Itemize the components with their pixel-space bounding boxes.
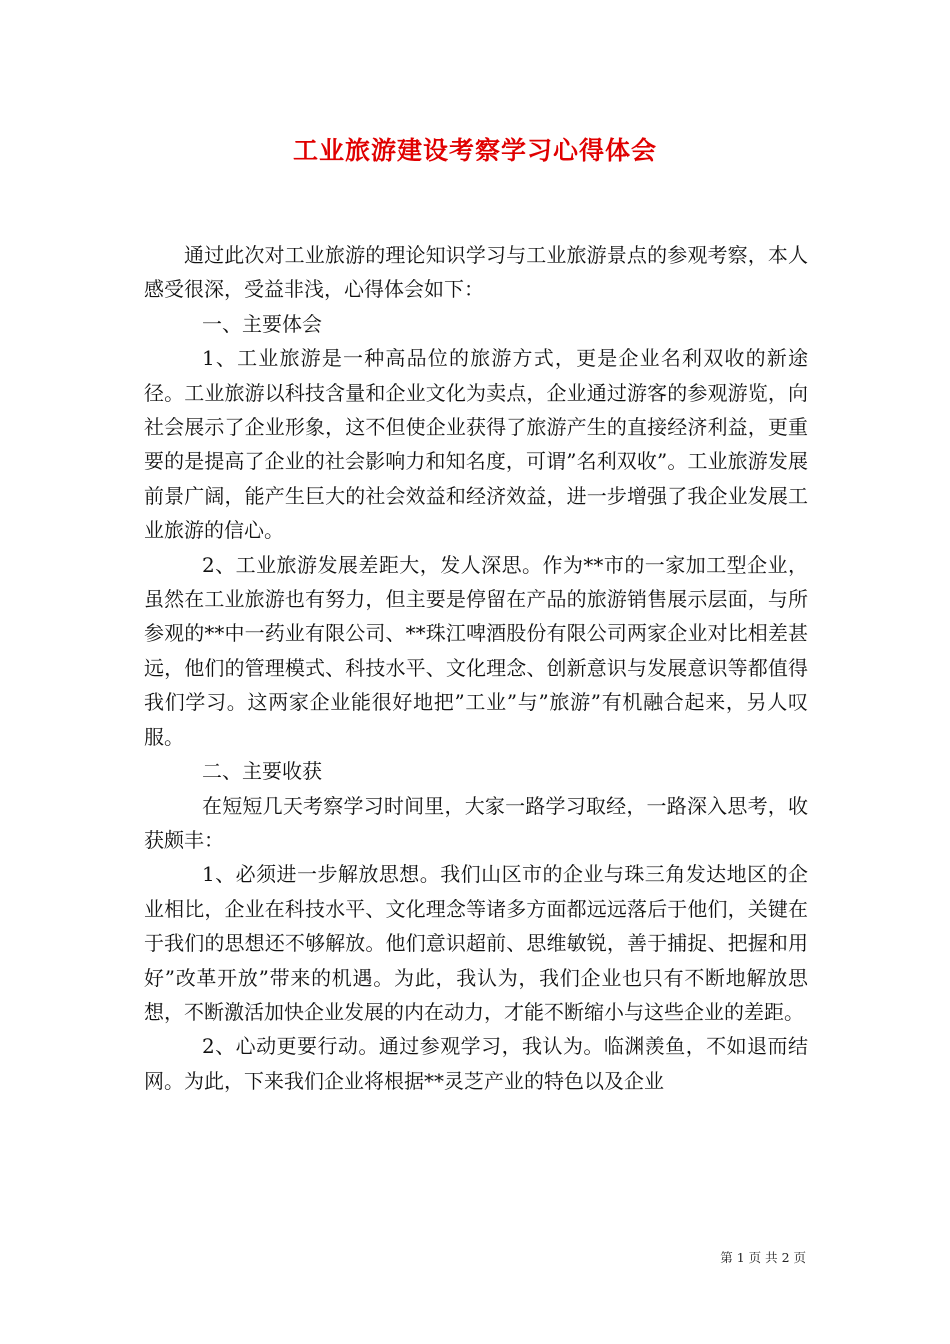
paragraph-1-2: 2、工业旅游发展差距大，发人深思。作为**市的一家加工型企业，虽然在工业旅游也有努力，但主要是停留在产品的旅游销售展示层面，与所参观的**中一药业有限公司、**珠江啤酒股份有限公司两家企业对比相差甚远，他们的管理模式、科技水平、文化理念、创新意识与发展意识等都值得我们学习。这两家企业能很好地把”工业”与”旅游”有机融合起来，另人叹服。 bbox=[144, 552, 808, 749]
paragraph-2-1: 1、必须进一步解放思想。我们山区市的企业与珠三角发达地区的企业相比，企业在科技水平、文化理念等诸多方面都远远落后于他们，关键在于我们的思想还不够解放。他们意识超前、思维敏锐，善于捕捉、把握和用好”改革开放”带来的机遇。为此，我认为，我们企业也只有不断地解放思想，不断激活加快企业发展的内在动力，才能不断缩小与这些企业的差距。 bbox=[144, 862, 808, 1024]
section-heading-2: 二、主要收获 bbox=[202, 759, 322, 784]
section-heading-1: 一、主要体会 bbox=[202, 311, 322, 336]
document-body bbox=[144, 238, 808, 1098]
paragraph-2-2: 2、心动更要行动。通过参观学习，我认为。临渊羡鱼，不如退而结网。为此，下来我们企业将根据**灵芝产业的特色以及企业 bbox=[144, 1034, 808, 1093]
intro-paragraph: 通过此次对工业旅游的理论知识学习与工业旅游景点的参观考察，本人感受很深，受益非浅，心得体会如下： bbox=[144, 243, 808, 302]
document-title: 工业旅游建设考察学习心得体会 bbox=[292, 136, 657, 165]
paragraph-2-intro: 在短短几天考察学习时间里，大家一路学习取经，一路深入思考，收获颇丰： bbox=[144, 793, 808, 852]
paragraph-1-1: 1、工业旅游是一种高品位的旅游方式，更是企业名利双收的新途径。工业旅游以科技含量和企业文化为卖点，企业通过游客的参观游览，向社会展示了企业形象，这不但使企业获得了旅游产生的直接经济利益，更重要的是提高了企业的社会影响力和知名度，可谓”名利双收”。工业旅游发展前景广阔，能产生巨大的社会效益和经济效益，进一步增强了我企业发展工业旅游的信心。 bbox=[144, 346, 808, 543]
page-number: 第 1 页 共 2 页 bbox=[720, 1250, 806, 1265]
